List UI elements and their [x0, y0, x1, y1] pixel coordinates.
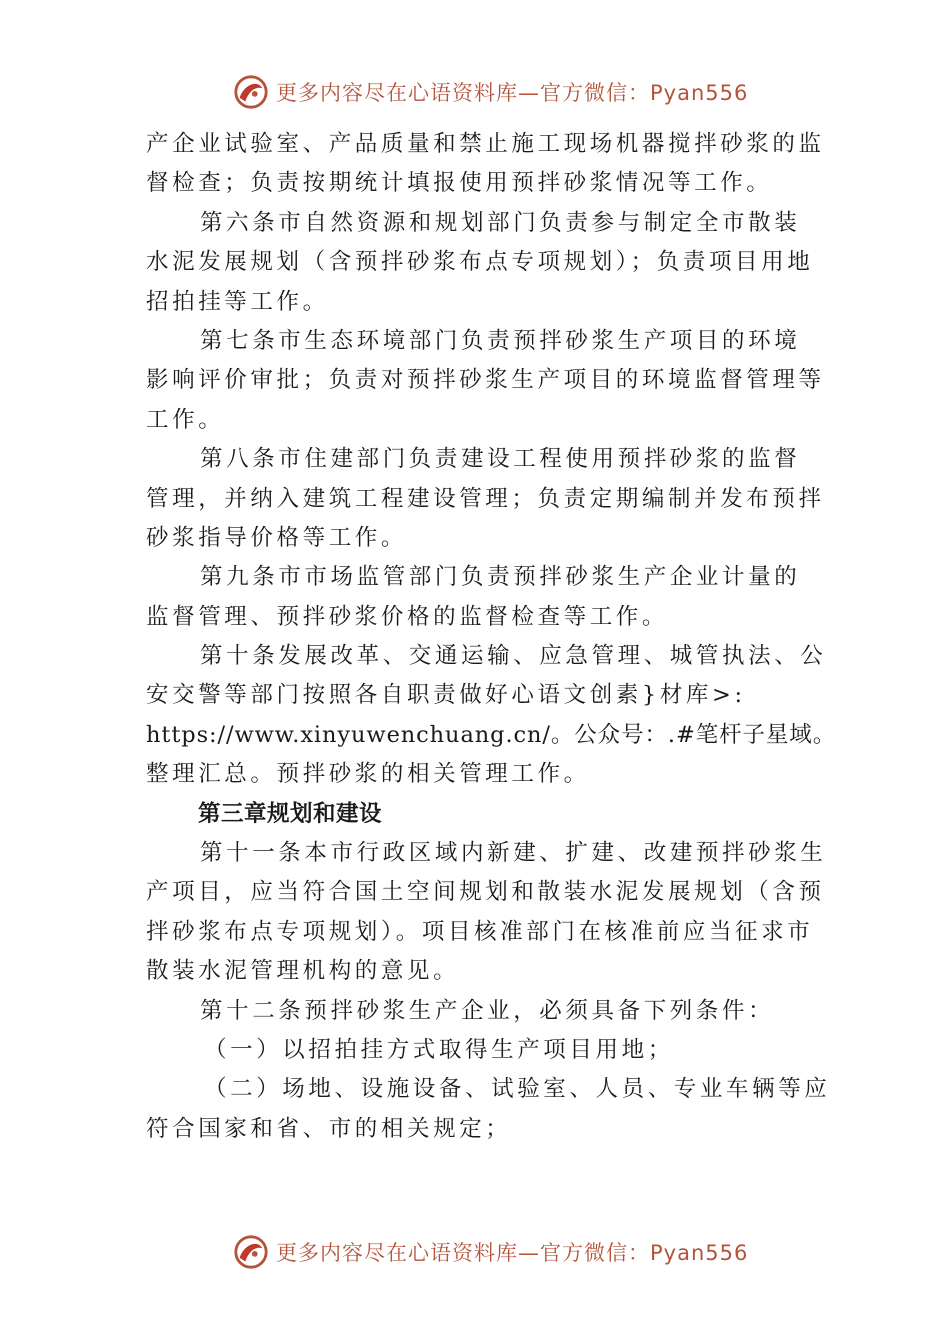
condition-2: （二）场地、设施设备、试验室、人员、专业车辆等应	[204, 1076, 831, 1103]
article-12: 第十二条预拌砂浆生产企业，必须具备下列条件：	[200, 997, 775, 1024]
body-line: 符合国家和省、市的相关规定；	[146, 1115, 512, 1142]
red-swirl-logo-icon	[232, 1233, 270, 1271]
footer-banner	[232, 1232, 748, 1272]
body-line: 安交警等部门按照各自职责做好心语文创素}材库>:	[146, 682, 746, 709]
body-line: 砂浆指导价格等工作。	[146, 524, 408, 551]
document-body	[146, 125, 837, 1149]
condition-1: （一）以招拍挂方式取得生产项目用地；	[204, 1036, 674, 1063]
body-line: 产企业试验室、产品质量和禁止施工现场机器搅拌砂浆的监	[146, 131, 825, 157]
body-line: 监督管理、预拌砂浆价格的监督检查等工作。	[146, 603, 669, 630]
body-line: 招拍挂等工作。	[146, 288, 329, 315]
body-line: 工作。	[146, 406, 225, 433]
banner-text: 更多内容尽在心语资料库—官方微信：Pyan556	[276, 81, 749, 105]
red-swirl-logo-icon	[232, 73, 270, 111]
article-11: 第十一条本市行政区域内新建、扩建、改建预拌砂浆生	[200, 840, 827, 867]
article-6: 第六条市自然资源和规划部门负责参与制定全市散装	[200, 209, 801, 236]
article-10: 第十条发展改革、交通运输、应急管理、城管执法、公	[200, 643, 827, 670]
body-line: 管理，并纳入建筑工程建设管理；负责定期编制并发布预拌	[146, 485, 825, 512]
article-9: 第九条市市场监管部门负责预拌砂浆生产企业计量的	[200, 564, 801, 591]
header-banner	[232, 72, 748, 112]
body-line: 影响评价审批；负责对预拌砂浆生产项目的环境监督管理等	[146, 367, 825, 394]
body-line: 整理汇总。预拌砂浆的相关管理工作。	[146, 761, 590, 788]
body-line: 水泥发展规划（含预拌砂浆布点专项规划）；负责项目用地	[146, 249, 814, 276]
article-7: 第七条市生态环境部门负责预拌砂浆生产项目的环境	[200, 327, 801, 354]
body-line: 督检查；负责按期统计填报使用预拌砂浆情况等工作。	[146, 170, 773, 197]
banner-text: 更多内容尽在心语资料库—官方微信：Pyan556	[276, 1241, 749, 1265]
body-line: 散装水泥管理机构的意见。	[146, 958, 460, 985]
body-line: 产项目，应当符合国土空间规划和散装水泥发展规划（含预	[146, 879, 825, 906]
body-line-url: https://www.xinyuwenchuang.cn/。公众号：.#笔杆子星域。	[146, 721, 837, 748]
chapter-3-heading: 第三章规划和建设	[198, 800, 383, 827]
article-8: 第八条市住建部门负责建设工程使用预拌砂浆的监督	[200, 446, 801, 473]
body-line: 拌砂浆布点专项规划）。项目核准部门在核准前应当征求市	[146, 918, 814, 945]
